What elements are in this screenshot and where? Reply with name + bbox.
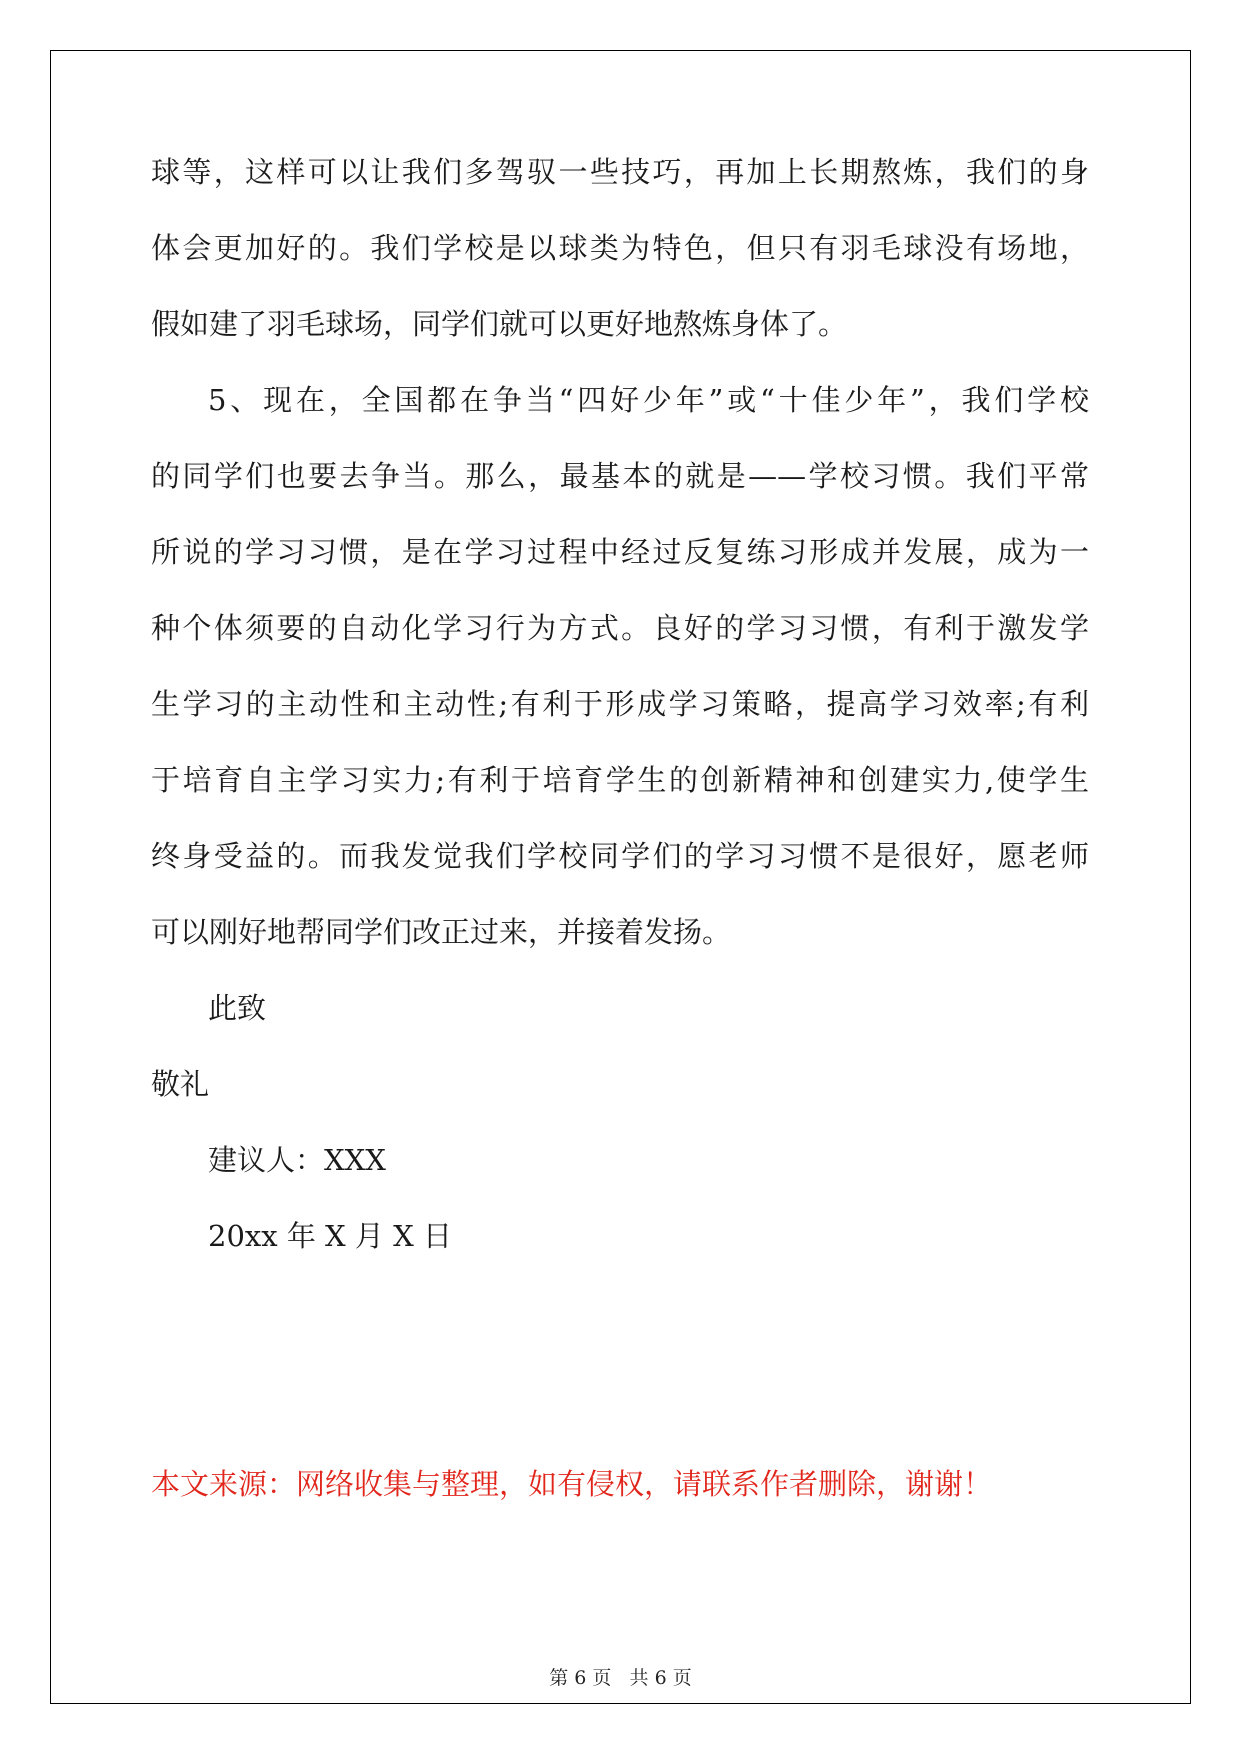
paragraph1-line: 球等，这样可以让我们多驾驭一些技巧，再加上长期熬炼，我们的身 xyxy=(151,155,1089,189)
page-footer: 第 6 页 共 6 页 xyxy=(549,1667,692,1689)
paragraph2-line: 的同学们也要去争当。那么，最基本的就是——学校习惯。我们平常 xyxy=(151,459,1089,493)
closing-cizhi: 此致 xyxy=(208,991,267,1025)
page-border xyxy=(50,50,1191,1704)
paragraph1-line: 体会更加好的。我们学校是以球类为特色，但只有羽毛球没有场地， xyxy=(151,231,1089,265)
letter-date: 20xx 年 X 月 X 日 xyxy=(208,1219,452,1253)
paragraph2-line: 于培育自主学习实力;有利于培育学生的创新精神和创建实力,使学生 xyxy=(151,763,1089,797)
paragraph1-line: 假如建了羽毛球场，同学们就可以更好地熬炼身体了。 xyxy=(151,307,848,341)
paragraph2-line: 可以刚好地帮同学们改正过来，并接着发扬。 xyxy=(151,915,732,949)
paragraph2-line: 种个体须要的自动化学习行为方式。良好的学习习惯，有利于激发学 xyxy=(151,611,1089,645)
paragraph2-line: 生学习的主动性和主动性;有利于形成学习策略，提高学习效率;有利 xyxy=(151,687,1089,721)
proposer-signature: 建议人：XXX xyxy=(208,1143,386,1177)
paragraph2-line: 终身受益的。而我发觉我们学校同学们的学习习惯不是很好，愿老师 xyxy=(151,839,1089,873)
paragraph2-line: 5、现在，全国都在争当“四好少年”或“十佳少年”，我们学校 xyxy=(208,383,1089,417)
closing-jingli: 敬礼 xyxy=(151,1067,210,1101)
paragraph2-line: 所说的学习习惯，是在学习过程中经过反复练习形成并发展，成为一 xyxy=(151,535,1089,569)
source-note: 本文来源：网络收集与整理，如有侵权，请联系作者删除，谢谢！ xyxy=(151,1467,993,1501)
